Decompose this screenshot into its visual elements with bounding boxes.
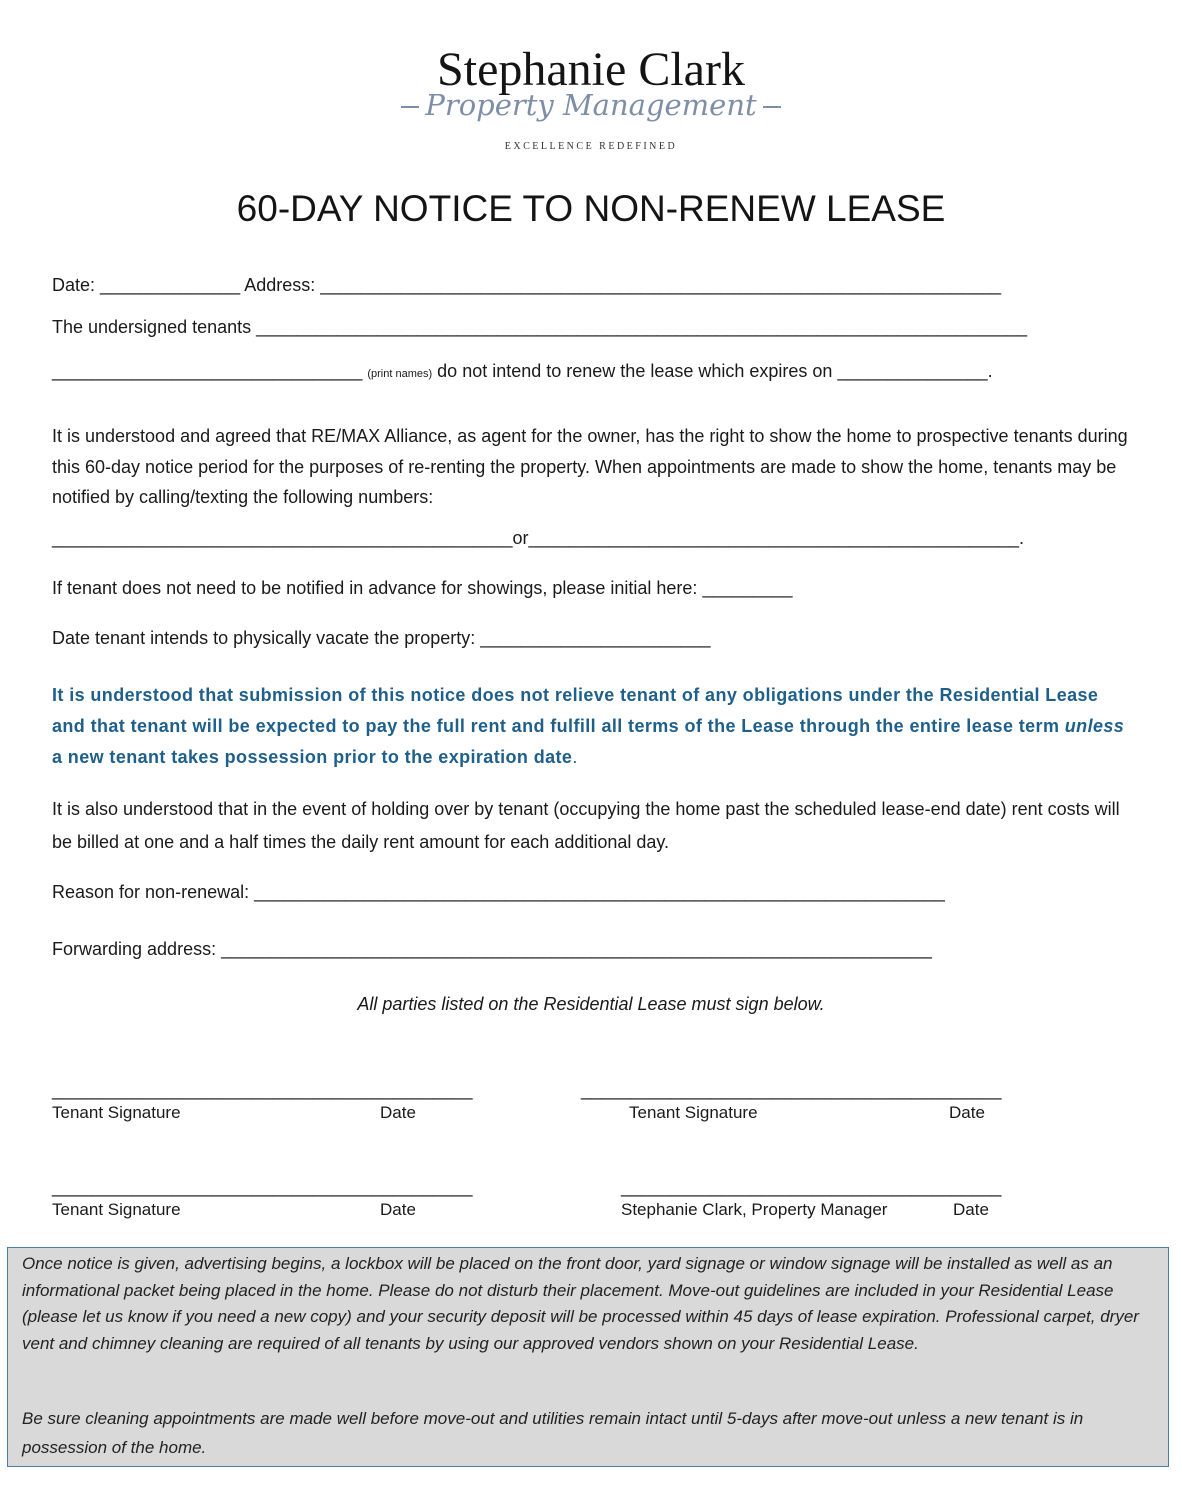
expire-line [52,361,993,382]
initial-text: If tenant does not need to be notified in advance for showings, please initial here: [52,578,698,598]
address-field[interactable]: ____________________________________________________________________ [320,275,1002,295]
logo-subtitle-text: Property Management [425,88,757,122]
vacate-line [52,628,711,649]
initial-line [52,578,793,599]
print-names-note: (print names) [367,368,433,380]
reason-line [52,882,945,903]
logo-name: Stephanie Clark [437,43,745,96]
logo-tagline: EXCELLENCE REDEFINED [504,141,678,152]
vacate-field[interactable]: _______________________ [480,628,711,648]
phone-or: or [512,528,529,548]
forwarding-field[interactable]: _______________________________________________________________________ [221,939,932,959]
holdover-paragraph: It is also understood that in the event of holding over by tenant (occupying the home past the scheduled lease-end date) rent costs will be billed at one and a half times the daily rent amount for each additional day. [52,799,1120,852]
date-label-3: Date [380,1200,416,1219]
obligation-text-2: a new tenant takes possession prior to the expiration date [52,747,573,767]
obligation-period: . [572,747,578,767]
phone-field-2[interactable]: _________________________________________________. [528,528,1025,548]
tenant-signature-label-1: Tenant Signature [52,1103,181,1122]
obligation-unless: unless [1064,716,1125,736]
manager-signature-label: Stephanie Clark, Property Manager [621,1200,888,1219]
tenants-line [52,317,1027,338]
tenants-field[interactable]: _____________________________________________________________________________ [256,317,1027,337]
notice-box [7,1247,1169,1467]
showing-paragraph: It is understood and agreed that RE/MAX Alliance, as agent for the owner, has the right to show the home to prospective tenants during this 60-day notice period for the purposes of re-renting the property. When appointments are made to show the home, tenants may be notified by calling/texting the following numbers: [52,426,1128,507]
date-label-2: Date [949,1103,985,1122]
date-field[interactable]: ______________ [100,275,241,295]
tenant-signature-label-2: Tenant Signature [629,1103,758,1122]
reason-field[interactable]: _____________________________________________________________________ [254,882,945,902]
forwarding-line [52,939,932,960]
tenant-signature-label-3: Tenant Signature [52,1200,181,1219]
document-title: 60-DAY NOTICE TO NON-RENEW LEASE [236,188,946,229]
logo-dash-left [401,106,419,108]
expire-text: do not intend to renew the lease which expires on [437,361,833,381]
sign-instruction: All parties listed on the Residential Lease must sign below. [357,994,825,1014]
phone-line [52,528,1024,549]
vacate-text: Date tenant intends to physically vacate the property: [52,628,476,648]
date-label-4: Date [953,1200,989,1219]
print-names-field[interactable]: _______________________________ [52,361,363,381]
phone-field-1[interactable]: ______________________________________________ [52,528,513,548]
date-label: Date: [52,275,96,295]
date-address-line [52,275,1001,296]
address-label: Address: [244,275,316,295]
signature-line-3[interactable]: __________________________________________ [52,1177,473,1197]
tenants-label: The undersigned tenants [52,317,252,337]
expire-date-field[interactable]: _______________. [837,361,993,381]
logo-dash-right [763,106,781,108]
date-label-1: Date [380,1103,416,1122]
logo-subtitle [0,88,1182,122]
reason-label: Reason for non-renewal: [52,882,250,902]
obligation-paragraph [52,680,1132,773]
signature-line-manager[interactable]: ______________________________________ [621,1177,1002,1197]
initial-field[interactable]: _________ [702,578,793,598]
notice-paragraph-2: Be sure cleaning appointments are made well before move-out and utilities remain intact until 5-days after move-out unless a new tenant is in possession of the home. [22,1409,1084,1457]
obligation-text-1: It is understood that submission of this notice does not relieve tenant of any obligations under the Residential Lease and that tenant will be expected to pay the full rent and fulfill all terms of the Lease through the entire lease term [52,685,1099,736]
notice-paragraph-1: Once notice is given, advertising begins, a lockbox will be placed on the front door, yard signage or window signage will be installed as well as an informational packet being placed in the home. Please do not disturb their placement. Move-out guidelines are included in your Residential Lease (please let us know if you need a new copy) and your security deposit will be processed within 45 days of lease expiration. Professional carpet, dryer vent and chimney cleaning are required of all tenants by using our approved vendors shown on your Residential Lease. [22,1254,1139,1354]
signature-line-1[interactable]: __________________________________________ [52,1080,473,1100]
forwarding-label: Forwarding address: [52,939,217,959]
signature-line-2[interactable]: __________________________________________ [581,1080,1002,1100]
